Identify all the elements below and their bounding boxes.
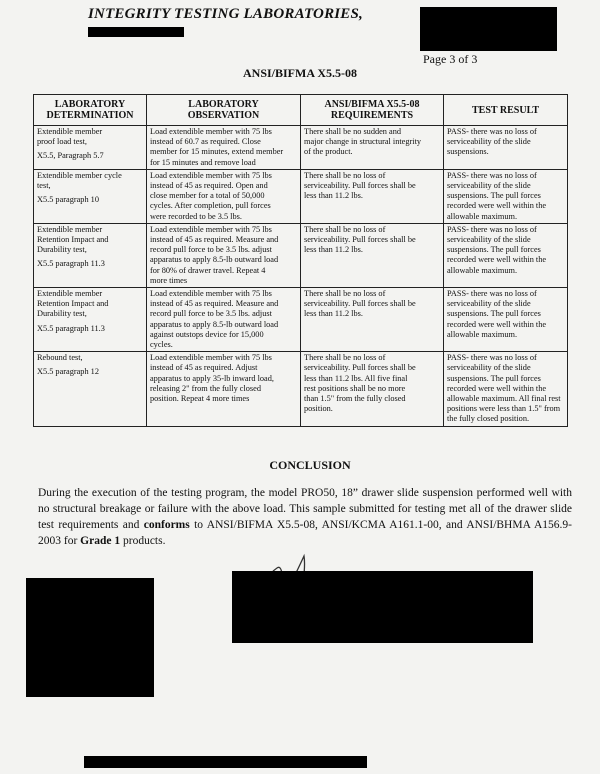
observation-line: for 15 minutes and remove load (150, 157, 256, 167)
header-line: LABORATORY (54, 99, 126, 110)
requirement-cell (301, 223, 444, 287)
result-line: serviceability of the slide (447, 363, 531, 373)
result-line: allowable maximum. (447, 265, 518, 275)
result-line: suspensions. The pull forces (447, 191, 541, 201)
determination-line: Extendible member (37, 224, 103, 234)
result-line: suspensions. (447, 147, 489, 157)
result-cell (444, 288, 568, 352)
paragraph-reference: X5.5 paragraph 10 (37, 195, 99, 205)
lab-name: INTEGRITY TESTING LABORATORIES, (88, 6, 364, 22)
observation-cell (147, 288, 301, 352)
requirement-cell (301, 126, 444, 170)
table-row (34, 126, 568, 170)
requirement-line: There shall be no loss of (304, 224, 386, 234)
determination-cell (34, 126, 147, 170)
observation-line: more times (150, 275, 188, 285)
requirement-line: serviceability. Pull forces shall be (304, 299, 416, 309)
requirement-cell (301, 169, 444, 223)
paragraph-reference: X5.5, Paragraph 5.7 (37, 151, 104, 161)
header-line: DETERMINATION (46, 110, 134, 121)
determination-line: Retention Impact and (37, 299, 109, 309)
observation-line: Load extendible member with 75 lbs (150, 353, 272, 363)
observation-line: Load extendible member with 75 lbs (150, 224, 272, 234)
result-line: recorded were well within the (447, 319, 547, 329)
redaction-seal (26, 578, 154, 697)
result-line: PASS- there was no loss of (447, 170, 537, 180)
result-line: allowable maximum. (447, 211, 518, 221)
result-cell (444, 126, 568, 170)
requirement-cell (301, 352, 444, 426)
result-cell (444, 352, 568, 426)
header-line: TEST RESULT (472, 104, 539, 116)
requirement-line: of the product. (304, 147, 353, 157)
observation-line: position. Repeat 4 more times (150, 394, 250, 404)
result-line: serviceability of the slide (447, 235, 531, 245)
observation-line: releasing 2" from the fully closed (150, 383, 261, 393)
page-number: Page 3 of 3 (423, 52, 478, 66)
result-line: suspensions. The pull forces (447, 245, 541, 255)
determination-line: Durability test, (37, 309, 87, 319)
observation-cell (147, 126, 301, 170)
result-line: serviceability of the slide (447, 181, 531, 191)
determination-line: Extendible member cycle (37, 170, 122, 180)
observation-line: against outstops device for 15,000 (150, 329, 264, 339)
requirement-line: major change in structural integrity (304, 137, 422, 147)
result-line: recorded were well within the (447, 255, 547, 265)
result-line: recorded were well within the (447, 201, 547, 211)
test-results-table (33, 94, 568, 427)
observation-line: close member for a total of 50,000 (150, 191, 265, 201)
determination-cell (34, 288, 147, 352)
observation-line: instead of 45 as required. Adjust (150, 363, 258, 373)
result-line: allowable maximum. (447, 329, 518, 339)
result-line: suspensions. The pull forces (447, 309, 541, 319)
determination-cell (34, 169, 147, 223)
result-line: the fully closed position. (447, 414, 530, 424)
observation-line: instead of 45 as required. Open and (150, 181, 268, 191)
standard-title: ANSI/BIFMA X5.5-08 (242, 66, 357, 80)
redaction-bar (88, 27, 184, 37)
result-line: allowable maximum. All final rest (447, 394, 561, 404)
table-row (34, 169, 568, 223)
requirement-line: than 1.5" from the fully closed (304, 394, 406, 404)
determination-line: Rebound test, (37, 353, 83, 363)
conclusion-title: CONCLUSION (269, 458, 351, 472)
requirement-line: There shall be no sudden and (304, 127, 401, 136)
table-row (34, 352, 568, 426)
requirement-line: There shall be no loss of (304, 170, 386, 180)
requirement-line: less than 11.2 lbs. (304, 191, 363, 201)
header-requirements (301, 95, 444, 126)
requirement-line: less than 11.2 lbs. (304, 309, 363, 319)
result-line: recorded were well within the (447, 383, 547, 393)
redaction-footer (84, 756, 367, 768)
paragraph-reference: X5.5 paragraph 12 (37, 367, 99, 377)
requirement-line: There shall be no loss of (304, 289, 386, 299)
observation-cell (147, 352, 301, 426)
determination-line: test, (37, 181, 51, 191)
result-line: PASS- there was no loss of (447, 224, 537, 234)
requirement-line: serviceability. Pull forces shall be (304, 363, 416, 373)
determination-line: Retention Impact and (37, 235, 109, 245)
result-cell (444, 223, 568, 287)
observation-cell (147, 169, 301, 223)
requirement-line: rest positions shall be no more (304, 383, 406, 393)
observation-line: cycles. After completion, pull forces (150, 201, 271, 211)
table-row (34, 223, 568, 287)
requirement-cell (301, 288, 444, 352)
result-line: serviceability of the slide (447, 137, 531, 147)
result-line: PASS- there was no loss of (447, 353, 537, 363)
header-laboratory-observation (147, 95, 301, 126)
requirement-line: less than 11.2 lbs. All five final (304, 373, 408, 383)
determination-line: Durability test, (37, 245, 87, 255)
determination-line: Extendible member (37, 127, 103, 136)
redaction-signature (232, 571, 533, 643)
observation-cell (147, 223, 301, 287)
result-cell (444, 169, 568, 223)
observation-line: instead of 60.7 as required. Close (150, 137, 261, 147)
result-line: PASS- there was no loss of (447, 289, 537, 299)
paragraph-reference: X5.5 paragraph 11.3 (37, 259, 105, 269)
requirement-line: serviceability. Pull forces shall be (304, 235, 416, 245)
observation-line: for 80% of drawer travel. Repeat 4 (150, 265, 266, 275)
result-line: positions were less than 1.5" from (447, 404, 561, 414)
requirement-line: position. (304, 404, 333, 414)
determination-cell (34, 223, 147, 287)
header-line: OBSERVATION (187, 110, 260, 121)
requirement-line: serviceability. Pull forces shall be (304, 181, 416, 191)
observation-line: record pull force to be 3.5 lbs. adjust (150, 309, 272, 319)
conclusion-text: During the execution of the testing program, the model PRO50, 18” drawer slide suspension performed well with no structural breakage or failure with the above load. This sample submitted for testing met all of the drawer slide test requirements and conforms to ANSI/BIFMA X5.5-08, ANSI/KCMA A161.1-00, and ANSI/BHMA A156.9-2003 for Grade 1 products. (38, 487, 573, 547)
requirement-line: less than 11.2 lbs. (304, 245, 363, 255)
observation-line: apparatus to apply 8.5-lb outward load (150, 255, 279, 265)
table-row (34, 288, 568, 352)
result-line: PASS- there was no loss of (447, 127, 537, 136)
result-line: suspensions. The pull forces (447, 373, 541, 383)
header-laboratory-determination (34, 95, 147, 126)
determination-cell (34, 352, 147, 426)
determination-line: Extendible member (37, 289, 103, 299)
header-line: ANSI/BIFMA X5.5-08 (324, 99, 420, 110)
observation-line: member for 15 minutes, extend member (150, 147, 284, 157)
observation-line: record pull force to be 3.5 lbs. adjust (150, 245, 272, 255)
observation-line: instead of 45 as required. Measure and (150, 235, 279, 245)
observation-line: apparatus to apply 8.5-lb outward load (150, 319, 279, 329)
table-header-row (34, 95, 568, 126)
observation-line: Load extendible member with 75 lbs (150, 289, 272, 299)
result-line: serviceability of the slide (447, 299, 531, 309)
requirement-line: There shall be no loss of (304, 353, 386, 363)
observation-line: cycles. (150, 340, 173, 350)
determination-line: proof load test, (37, 137, 88, 147)
header-line: LABORATORY (188, 99, 259, 110)
observation-line: Load extendible member with 75 lbs (150, 170, 272, 180)
paragraph-reference: X5.5 paragraph 11.3 (37, 323, 105, 333)
header-test-result (444, 95, 568, 126)
observation-line: Load extendible member with 75 lbs (150, 127, 272, 136)
observation-line: apparatus to apply 35-lb inward load, (150, 373, 274, 383)
redaction-block (420, 7, 557, 51)
observation-line: instead of 45 as required. Measure and (150, 299, 279, 309)
observation-line: were recorded to be 3.5 lbs. (150, 211, 242, 221)
header-line: REQUIREMENTS (330, 110, 414, 121)
